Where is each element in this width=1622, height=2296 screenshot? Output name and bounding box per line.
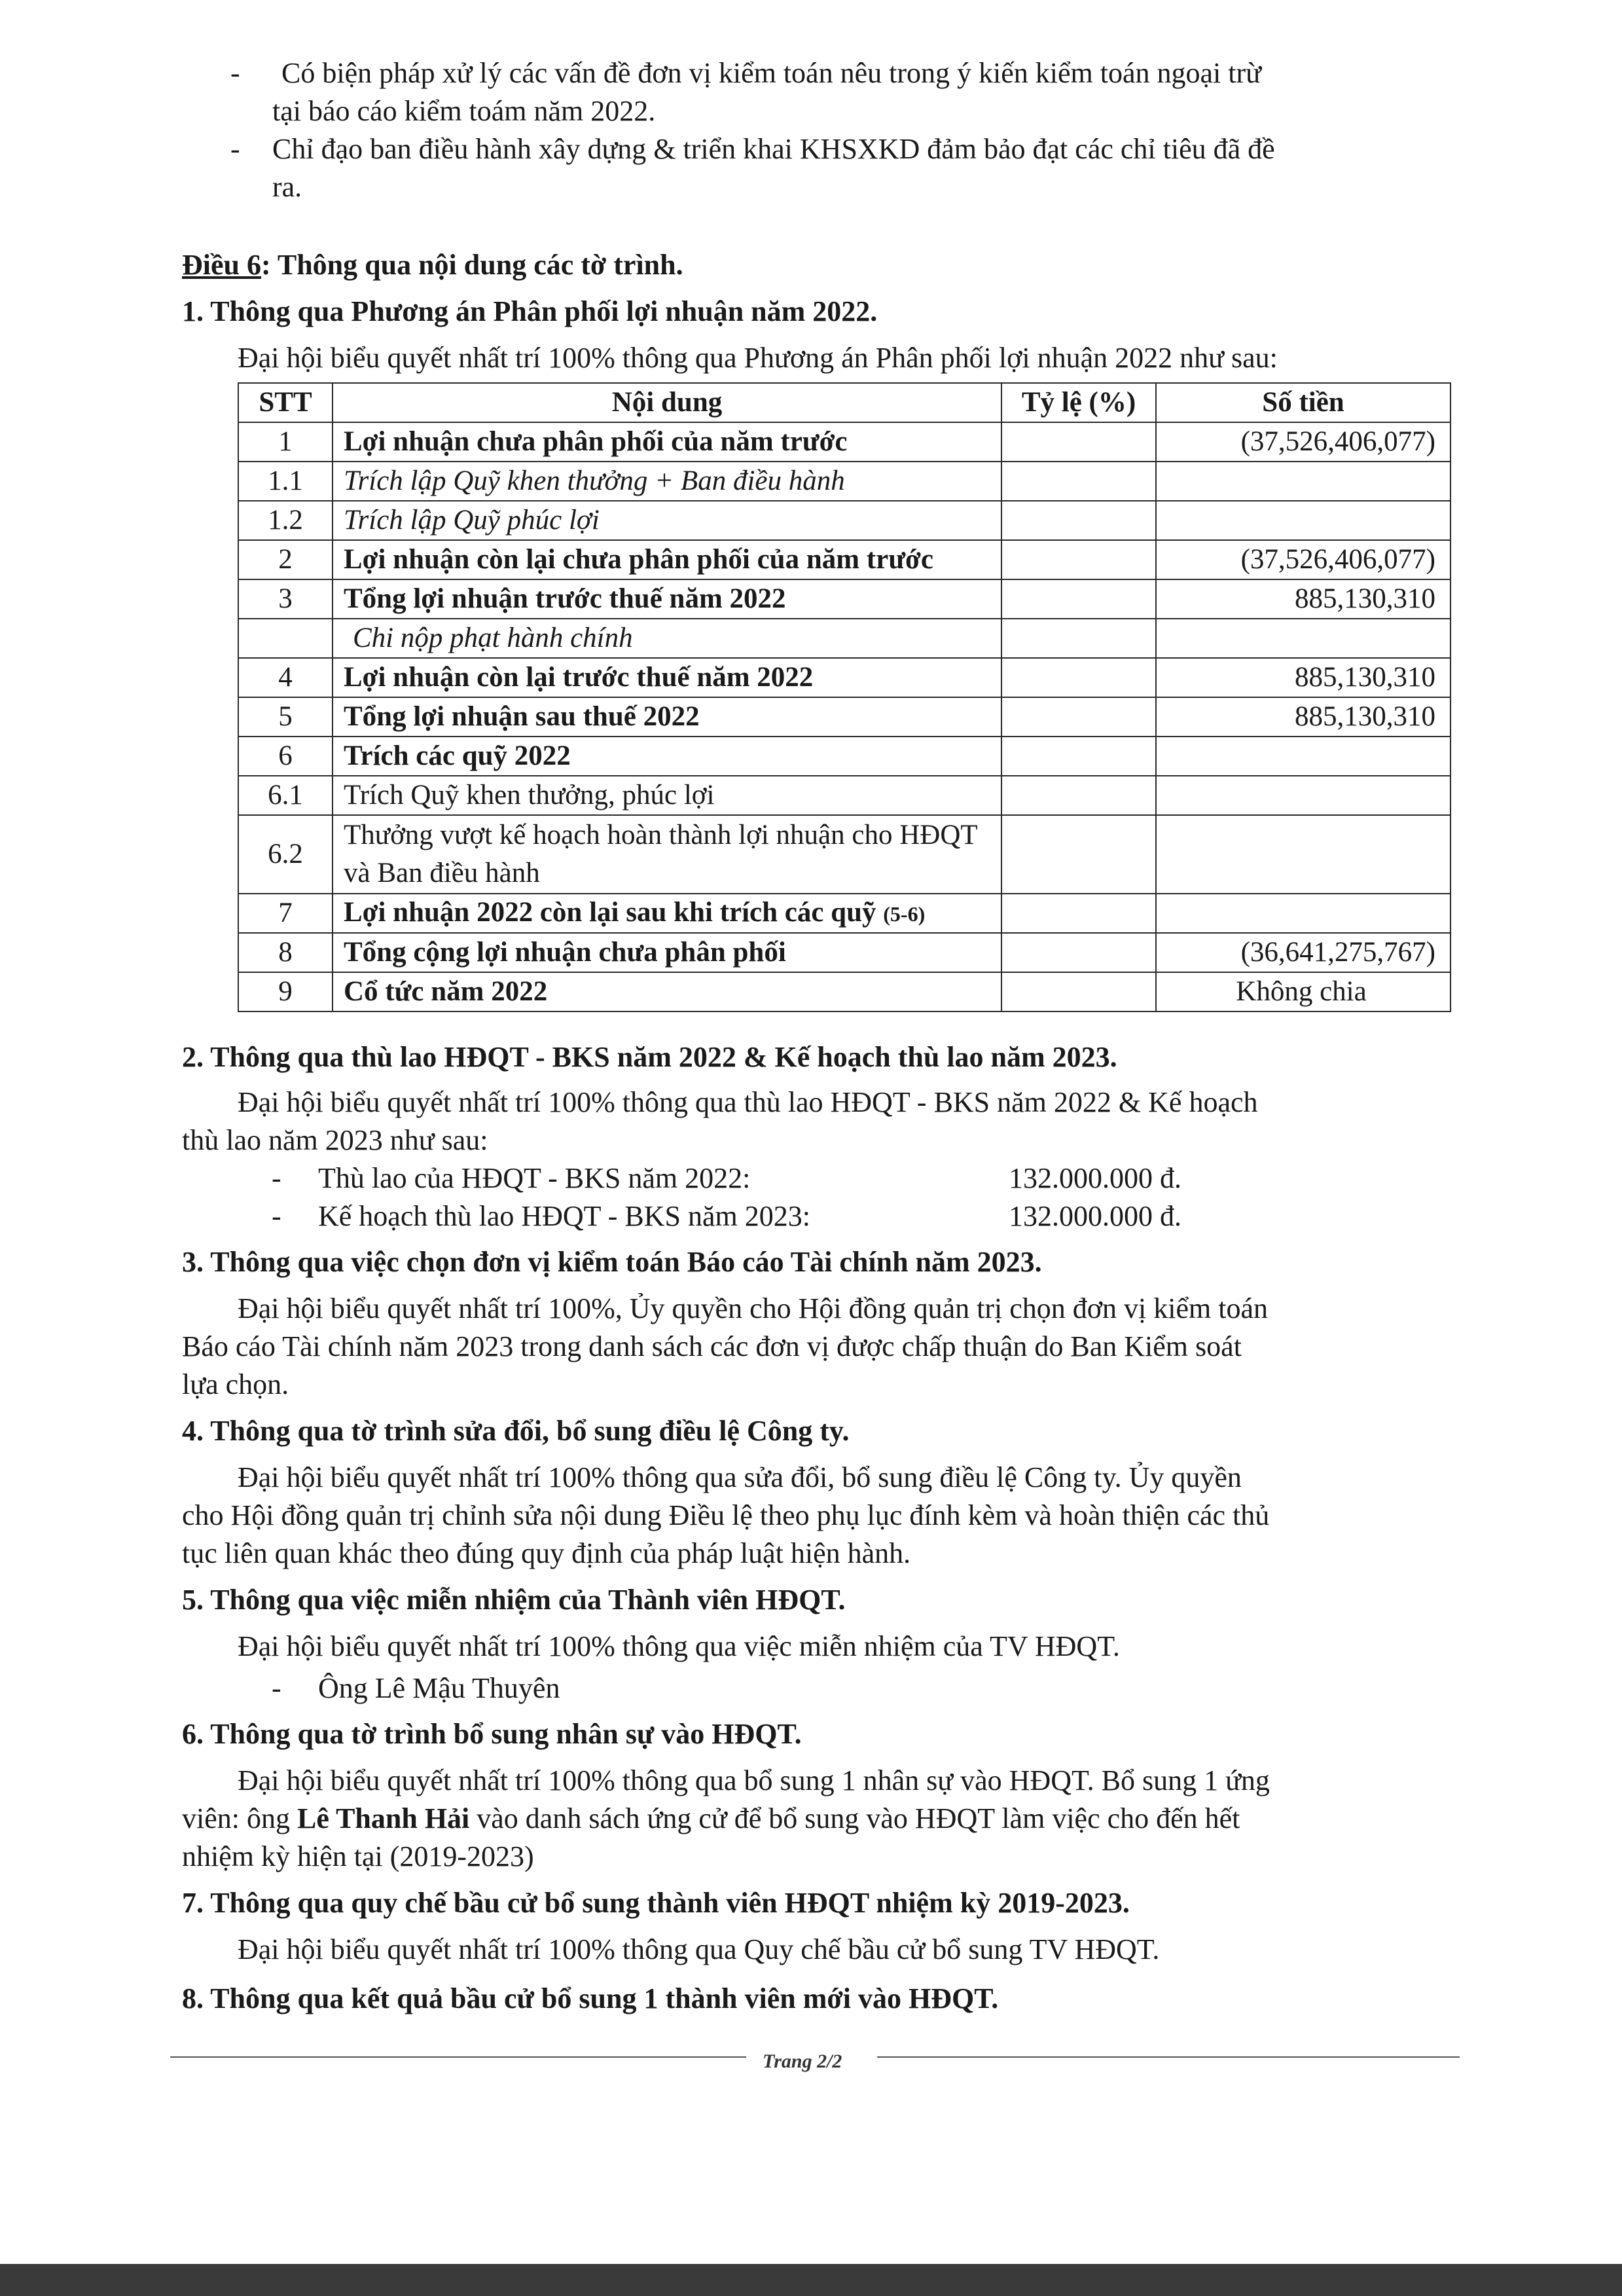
- table-row: [238, 776, 1451, 815]
- remuneration-2022-label: Thù lao của HĐQT - BKS năm 2022:: [318, 1162, 751, 1194]
- cell-stt: 6: [238, 737, 333, 776]
- section-5-item: Ông Lê Mậu Thuyên: [318, 1672, 560, 1704]
- cell-rate: [1001, 972, 1156, 1011]
- table-row: [238, 422, 1451, 462]
- cell-content: Trích lập Quỹ phúc lợi: [333, 501, 1001, 540]
- section-2-text-1: Đại hội biểu quyết nhất trí 100% thông qua thù lao HĐQT - BKS năm 2022 & Kế hoạch: [238, 1086, 1258, 1118]
- cell-amount: [1156, 619, 1451, 658]
- cell-content: Trích lập Quỹ khen thưởng + Ban điều hành: [333, 462, 1001, 501]
- cell-rate: [1001, 933, 1156, 972]
- article-title-text: : Thông qua nội dung các tờ trình.: [261, 249, 683, 281]
- cell-stt: 6.1: [238, 776, 333, 815]
- cell-amount: Không chia: [1156, 972, 1451, 1011]
- cell-content-text: Lợi nhuận 2022 còn lại sau khi trích các quỹ: [344, 897, 876, 928]
- header-stt: STT: [238, 383, 333, 422]
- table-row: [238, 972, 1451, 1011]
- section-1-heading: 1. Thông qua Phương án Phân phối lợi nhuận năm 2022.: [182, 295, 878, 327]
- section-8-heading: 8. Thông qua kết quả bầu cử bổ sung 1 thành viên mới vào HĐQT.: [182, 1982, 999, 2014]
- cell-amount: [1156, 815, 1451, 894]
- section-5-text: Đại hội biểu quyết nhất trí 100% thông qua việc miễn nhiệm của TV HĐQT.: [238, 1630, 1120, 1662]
- cell-rate: [1001, 697, 1156, 737]
- cell-amount: [1156, 462, 1451, 501]
- header-content: Nội dung: [333, 383, 1001, 422]
- section-7-heading: 7. Thông qua quy chế bầu cử bổ sung thành viên HĐQT nhiệm kỳ 2019-2023.: [182, 1887, 1130, 1919]
- remuneration-2023-label: Kế hoạch thù lao HĐQT - BKS năm 2023:: [318, 1200, 810, 1232]
- section-4-text-1: Đại hội biểu quyết nhất trí 100% thông qua sửa đổi, bổ sung điều lệ Công ty. Ủy quyền: [238, 1461, 1242, 1493]
- cell-amount: 885,130,310: [1156, 579, 1451, 619]
- cell-amount: (36,641,275,767): [1156, 933, 1451, 972]
- cell-content: Lợi nhuận còn lại trước thuế năm 2022: [333, 658, 1001, 697]
- cell-amount: 885,130,310: [1156, 697, 1451, 737]
- cell-rate: [1001, 501, 1156, 540]
- cell-rate: [1001, 579, 1156, 619]
- cell-amount: [1156, 894, 1451, 933]
- table-row: [238, 540, 1451, 579]
- section-4-text-2: cho Hội đồng quản trị chỉnh sửa nội dung Điều lệ theo phụ lục đính kèm và hoàn thiện các thủ: [182, 1499, 1270, 1531]
- cell-amount: [1156, 776, 1451, 815]
- bullet-2-line-1: Chỉ đạo ban điều hành xây dựng & triển khai KHSXKD đảm bảo đạt các chỉ tiêu đã đề: [272, 133, 1275, 165]
- bullet-dash: -: [230, 57, 240, 89]
- cell-content: Cổ tức năm 2022: [333, 972, 1001, 1011]
- header-amount: Số tiền: [1156, 383, 1451, 422]
- cell-stt: 1.2: [238, 501, 333, 540]
- profit-distribution-table: [238, 382, 1451, 1012]
- cell-stt: 5: [238, 697, 333, 737]
- table-row: [238, 933, 1451, 972]
- cell-rate: [1001, 619, 1156, 658]
- section-6-text-2: [182, 1800, 1240, 1838]
- section-6-text-2-pre: viên: ông: [182, 1802, 297, 1834]
- cell-content: Lợi nhuận còn lại chưa phân phối của năm trước: [333, 540, 1001, 579]
- bullet-dash: -: [272, 1672, 281, 1704]
- section-6-heading: 6. Thông qua tờ trình bổ sung nhân sự vào HĐQT.: [182, 1718, 802, 1750]
- cell-rate: [1001, 540, 1156, 579]
- remuneration-2023-amount: 132.000.000 đ.: [1009, 1200, 1181, 1232]
- section-6-text-2-post: vào danh sách ứng cử để bổ sung vào HĐQT làm việc cho đến hết: [469, 1802, 1240, 1834]
- cell-stt: 2: [238, 540, 333, 579]
- cell-stt: 3: [238, 579, 333, 619]
- cell-content-note: (5-6): [883, 902, 926, 926]
- table-row: [238, 815, 1451, 894]
- page-number: Trang 2/2: [763, 2050, 842, 2072]
- cell-rate: [1001, 815, 1156, 894]
- cell-content: Chi nộp phạt hành chính: [333, 619, 1001, 658]
- bullet-dash: -: [272, 1162, 281, 1194]
- cell-rate: [1001, 894, 1156, 933]
- cell-content: Trích Quỹ khen thưởng, phúc lợi: [333, 776, 1001, 815]
- table-row: [238, 619, 1451, 658]
- cell-content: Thưởng vượt kế hoạch hoàn thành lợi nhuận cho HĐQT và Ban điều hành: [333, 815, 1001, 894]
- bullet-1-line-1: Có biện pháp xử lý các vấn đề đơn vị kiểm toán nêu trong ý kiến kiểm toán ngoại trừ: [281, 57, 1261, 89]
- table-row: [238, 579, 1451, 619]
- table-row: [238, 501, 1451, 540]
- section-3-heading: 3. Thông qua việc chọn đơn vị kiểm toán Báo cáo Tài chính năm 2023.: [182, 1246, 1042, 1278]
- section-2-heading: 2. Thông qua thù lao HĐQT - BKS năm 2022 & Kế hoạch thù lao năm 2023.: [182, 1041, 1117, 1073]
- cell-rate: [1001, 737, 1156, 776]
- cell-content: [333, 894, 1001, 933]
- section-3-text-3: lựa chọn.: [182, 1368, 289, 1400]
- table-row: [238, 737, 1451, 776]
- footer-rule-left: [170, 2056, 746, 2058]
- bullet-dash: -: [230, 133, 240, 165]
- section-3-text-2: Báo cáo Tài chính năm 2023 trong danh sách các đơn vị được chấp thuận do Ban Kiểm soát: [182, 1330, 1242, 1362]
- bullet-2-line-2: ra.: [272, 171, 302, 203]
- article-label: Điều 6: [182, 249, 261, 281]
- section-6-text-3: nhiệm kỳ hiện tại (2019-2023): [182, 1840, 534, 1872]
- cell-stt: 1.1: [238, 462, 333, 501]
- section-5-heading: 5. Thông qua việc miễn nhiệm của Thành viên HĐQT.: [182, 1584, 846, 1616]
- scan-edge-bar: [0, 2264, 1622, 2296]
- cell-stt: 7: [238, 894, 333, 933]
- cell-content: Tổng lợi nhuận trước thuế năm 2022: [333, 579, 1001, 619]
- bullet-dash: -: [272, 1200, 281, 1232]
- cell-rate: [1001, 776, 1156, 815]
- article-title: [182, 246, 683, 284]
- cell-amount: 885,130,310: [1156, 658, 1451, 697]
- cell-amount: (37,526,406,077): [1156, 540, 1451, 579]
- cell-rate: [1001, 462, 1156, 501]
- remuneration-2022-amount: 132.000.000 đ.: [1009, 1162, 1181, 1194]
- cell-amount: (37,526,406,077): [1156, 422, 1451, 462]
- cell-content: Tổng lợi nhuận sau thuế 2022: [333, 697, 1001, 737]
- cell-stt: 6.2: [238, 815, 333, 894]
- table-header-row: [238, 383, 1451, 422]
- section-1-text: Đại hội biểu quyết nhất trí 100% thông qua Phương án Phân phối lợi nhuận 2022 như sau:: [238, 342, 1278, 374]
- cell-stt: 4: [238, 658, 333, 697]
- cell-amount: [1156, 501, 1451, 540]
- table-row: [238, 894, 1451, 933]
- section-7-text: Đại hội biểu quyết nhất trí 100% thông qua Quy chế bầu cử bổ sung TV HĐQT.: [238, 1933, 1160, 1965]
- candidate-name: Lê Thanh Hải: [297, 1802, 470, 1834]
- section-4-text-3: tục liên quan khác theo đúng quy định của pháp luật hiện hành.: [182, 1537, 911, 1569]
- section-3-text-1: Đại hội biểu quyết nhất trí 100%, Ủy quyền cho Hội đồng quản trị chọn đơn vị kiểm toán: [238, 1292, 1268, 1324]
- table-row: [238, 658, 1451, 697]
- header-rate: Tỷ lệ (%): [1001, 383, 1156, 422]
- cell-rate: [1001, 658, 1156, 697]
- cell-stt: [238, 619, 333, 658]
- section-6-text-1: Đại hội biểu quyết nhất trí 100% thông qua bổ sung 1 nhân sự vào HĐQT. Bổ sung 1 ứng: [238, 1764, 1270, 1796]
- cell-stt: 8: [238, 933, 333, 972]
- bullet-1-line-2: tại báo cáo kiểm toám năm 2022.: [272, 95, 656, 127]
- footer-rule-right: [877, 2056, 1460, 2058]
- cell-content: Tổng cộng lợi nhuận chưa phân phối: [333, 933, 1001, 972]
- section-2-text-2: thù lao năm 2023 như sau:: [182, 1124, 488, 1156]
- table-row: [238, 697, 1451, 737]
- cell-stt: 1: [238, 422, 333, 462]
- cell-rate: [1001, 422, 1156, 462]
- table-row: [238, 462, 1451, 501]
- cell-stt: 9: [238, 972, 333, 1011]
- cell-content: Trích các quỹ 2022: [333, 737, 1001, 776]
- cell-amount: [1156, 737, 1451, 776]
- cell-content: Lợi nhuận chưa phân phối của năm trước: [333, 422, 1001, 462]
- section-4-heading: 4. Thông qua tờ trình sửa đổi, bổ sung điều lệ Công ty.: [182, 1415, 850, 1447]
